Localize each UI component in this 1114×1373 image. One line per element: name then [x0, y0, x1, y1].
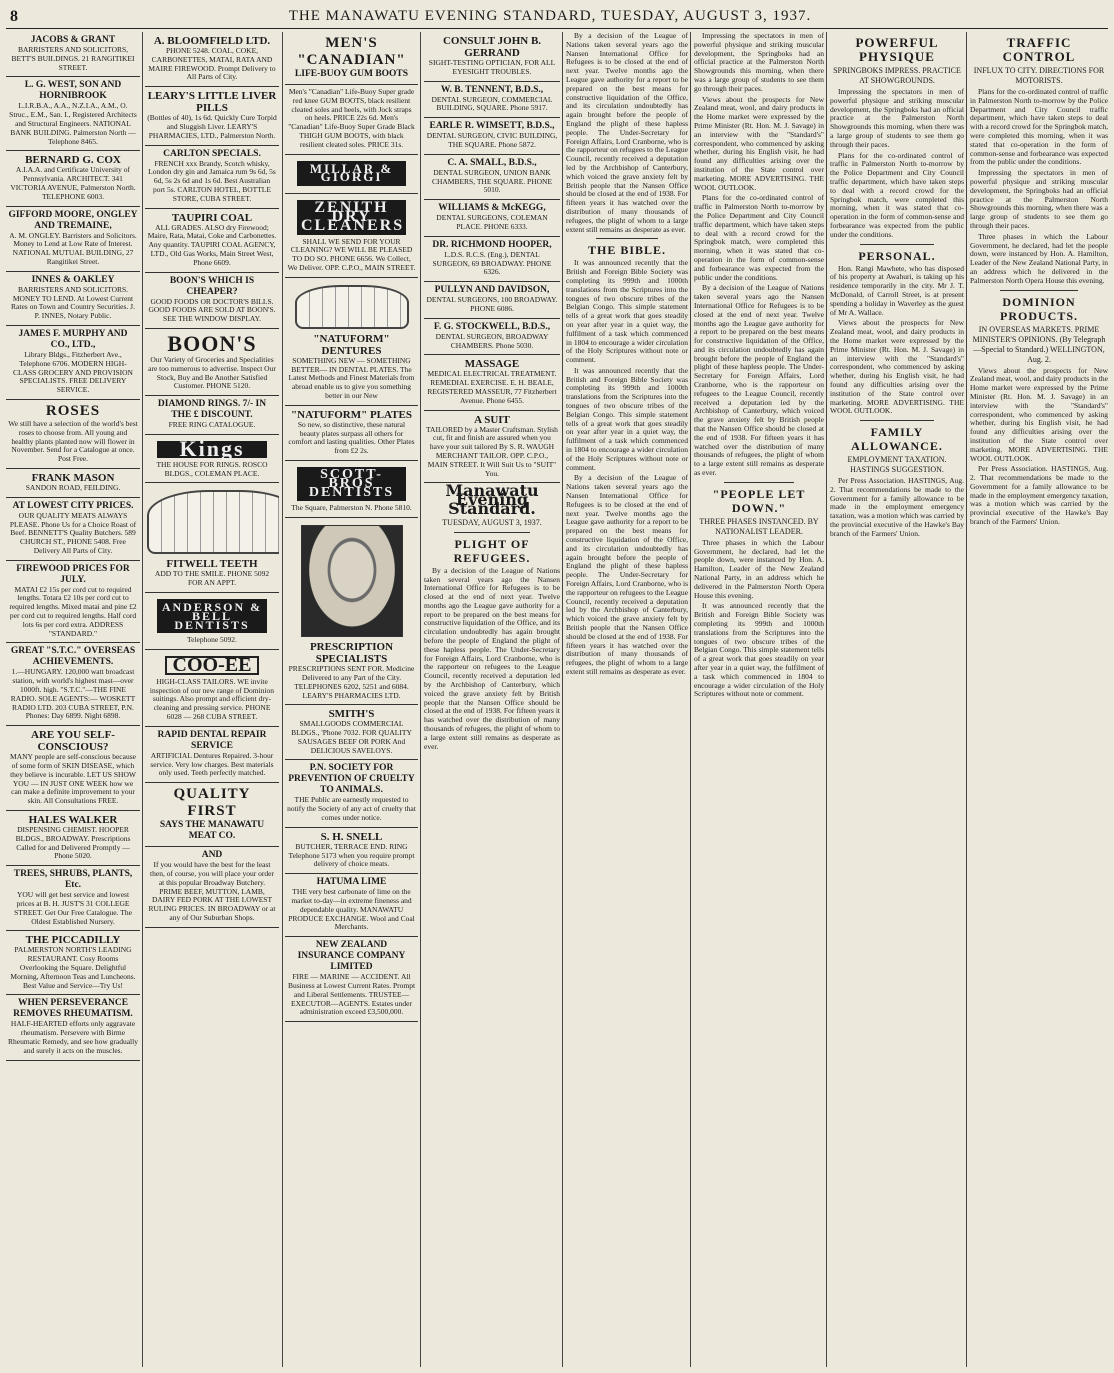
- ad-stc-radio: GREAT "S.T.C." OVERSEAS ACHIEVEMENTS. 1.—HUNGARY. 120,000 watt broadcast station, with world's highest mast—over 1000ft. high. "S.T.C."—THE FINE RADIO. SOLE AGENTS:— WOSKETT RADIO LTD. 203 CUBA STREET, P.N. Phones: Day 6899. Night 6898.: [6, 643, 140, 726]
- powerful-physique-headline: POWERFUL PHYSIQUE: [855, 35, 939, 64]
- separator: [454, 532, 530, 533]
- page-number: 8: [10, 8, 18, 25]
- traffic-control-body-3: Three phases in which the Labour Government, he declared, had let the people down, were instanced by Hon. A. Hamilton, Leader of the New Zealand National Party, in an address which he delivered in the Palmerston North Opera House this evening.: [970, 231, 1108, 285]
- ad-millar-giorgi: [285, 155, 418, 195]
- column-divider: [826, 32, 827, 1367]
- ad-james-murphy: JAMES F. MURPHY AND CO., LTD., Library Bldgs., Fitzherbert Ave., Telephone 6706. MODERN HIGH-CLASS GROCERY AND PROVISION SPECIALISTS. FREE DELIVERY SERVICE.: [6, 326, 140, 400]
- ad-prescription-specialists: PRESCRIPTION SPECIALISTS PRESCRIPTIONS SENT FOR. Medicine Delivered to any Part of the City. TELEPHONES 6202, 5251 and 6084. LEARY'S PHARMACIES LTD.: [285, 518, 418, 705]
- dominion-products-body-2: Per Press Association. HASTINGS, Aug. 2. That recommendations be made to the Government for a family allowance to be made in the employment emergency taxation, was a motion which was carried by the provincial executive of the Hawke's Bay branch of the Farmers' Union.: [970, 464, 1108, 527]
- ad-pullyn-davidson: PULLYN AND DAVIDSON, DENTAL SURGEONS, 100 BROADWAY. PHONE 6086.: [424, 282, 560, 319]
- family-allowance-headline: FAMILY ALLOWANCE.: [851, 425, 943, 454]
- people-let-down-body-2: It was announced recently that the British and Foreign Bible Society was completing its 999th and 1000th translations from the Scriptures into the tongues of two obscure tribes of the Belgian Congo. This simple statement tells of a great work that goes steadily on year after year in a quiet way, the fulfilment of a task which commenced in 1804 to encourage a wider circulation of the Holy Scriptures without note or comment.: [694, 601, 824, 699]
- column-2-advertisements: [145, 32, 279, 1367]
- column-divider: [142, 32, 143, 1367]
- powerful-physique-body-2: Plans for the co-ordinated control of traffic in Palmerston North to-morrow by the Police Department and City Council traffic department, which have taken steps to deal with a record crowd for the Springbok match, were completed this morning, when it was stated that co-operation in the form of common-sense and forbearance was expected from the public under the conditions.: [830, 150, 964, 239]
- ad-bernard-cox: BERNARD G. COX A.I.A.A. and Certificate University of Pennsylvania. ARCHITECT. 341 VICTORIA AVENUE, Palmerston North. TELEPHONE 6003.: [6, 151, 140, 206]
- news-column-text-3: Plans for the co-ordinated control of traffic in Palmerston North to-morrow by the Police Department and City Council traffic department, which have taken steps to deal with a record crowd for the Springbok match, were completed this morning, when it was stated that co-operation in the form of common-sense and forbearance was expected from the public under the conditions.: [694, 193, 824, 282]
- ad-nz-insurance: NEW ZEALAND INSURANCE COMPANY LIMITED FIRE — MARINE — ACCIDENT. All Business at Lowest Current Rates. Prompt and Liberal Settlements. TRUSTEE—EXECUTOR—AGENTS. Estates under administration exceed £3,500,000.: [285, 937, 418, 1022]
- traffic-control-headline: TRAFFIC CONTROL: [1002, 35, 1076, 64]
- ad-hatuma-lime: HATUMA LIME THE very best carbonate of lime on the market to-day—in extreme fineness and dependable quality. MANAWATU PRODUCE EXCHANGE. Wool and Coal Merchants.: [285, 874, 418, 937]
- column-5-editorial: [566, 32, 688, 1367]
- traffic-control-subhead: INFLUX TO CITY. DIRECTIONS FOR MOTORISTS.: [973, 66, 1105, 85]
- ad-richmond-hooper: DR. RICHMOND HOOPER, L.D.S. R.C.S. (Eng.), DENTAL SURGEON, 69 BROADWAY. PHONE 6326.: [424, 237, 560, 282]
- ad-scott-bros: SCOTT-BROS DENTISTS The Square, Palmerston N. Phone 5810.: [285, 461, 418, 518]
- ad-frank-mason: FRANK MASON SANDON ROAD, FEILDING.: [6, 469, 140, 498]
- natuform-teeth-illustration: [295, 285, 409, 329]
- news-column-text-4: By a decision of the League of Nations taken several years ago the Nansen International Office for Refugees is to be closed at the end of next year. Twelve months ago the League gave authority for a report to be prepared on the best means for constructive liquidation of the Office, and its circulation undoubtedly has again brought before the people of England the plight of these hapless people. The Under-Secretary for Foreign Affairs, Lord Cranborne, who is the rapporteur on refugees to the League Council, recently received a deputation led by the Archbishop of Canterbury, which voiced the grave anxiety felt by British people that the Nansen Office should be closed at the end of 1938. For fifteen years it has watched over the distribution of many thousands of refugees, the plight of whom to a large extent still remains as desperate as ever.: [694, 283, 824, 478]
- news-column-text: Impressing the spectators in men of powerful physique and striking muscular development, the Springboks had an official practice at the Palmerston North Showgrounds this morning, when there was a large group of students to see them go through their paces.: [694, 32, 824, 93]
- refugees-headline: PLIGHT OF REFUGEES.: [453, 536, 531, 565]
- ad-boons-cheaper: BOON'S WHICH IS CHEAPER? GOOD FOODS OR DOCTOR'S BILLS. GOOD FOODS ARE SOLD AT BOON'S. SEE THE WINDOW DISPLAY.: [145, 273, 279, 329]
- dentures-illustration: [147, 490, 279, 554]
- column-divider: [690, 32, 691, 1367]
- ad-fitwell-teeth: FITWELL TEETH ADD TO THE SMILE. PHONE 5092 FOR AN APPT.: [145, 483, 279, 593]
- ad-quality-first: QUALITY FIRST SAYS THE MANAWATU MEAT CO.: [145, 783, 279, 847]
- ad-canadian-gum-boots: MEN'S "CANADIAN" LIFE-BUOY GUM BOOTS: [285, 32, 418, 85]
- ad-coo-ee-tailors: COO-EE HIGH-CLASS TAILORS. WE invite inspection of our new range of Dominion suitings. Also prompt and efficient dry-cleaning and pressing service. PHONE 6028 — 268 CUBA STREET.: [145, 650, 279, 727]
- family-allowance-body: Per Press Association. HASTINGS, Aug. 2. That recommendations be made to the Government for a family allowance to be made in the employment emergency taxation, was a motion which was carried by the provincial executive of the Hawke's Bay branch of the Farmers' Union.: [830, 476, 964, 538]
- ad-gum-boot-prices: Men's "Canadian" Life-Buoy Super grade red knee GUM BOOTS, black resilient cleated soles and heels, with Jock straps on heels. PRICE 22s 6d. Men's "Canadian" Life-Buoy Super Grade Black THIGH GUM BOOTS, with black resilient cleated soles. PRICE 31s.: [285, 85, 418, 155]
- ad-kings-rings: Kings THE HOUSE FOR RINGS. ROSCO BLDGS., COLEMAN PLACE.: [145, 435, 279, 483]
- dominion-products-body: Views about the prospects for New Zealand meat, wool, and dairy products in the Home market were expressed by the Prime Minister (Rt. Hon. M. J. Savage) in an interview with the "Standard's" correspondent, who commenced by asking whether, during his English visit, he had found any difficulties arising over the institution of the State control over marketing. MORE ADVERTISING. THE WOOL OUTLOOK.: [970, 365, 1108, 463]
- separator: [860, 420, 934, 421]
- news-column-text-2: Views about the prospects for New Zealand meat, wool, and dairy products in the Home market were expressed by the Prime Minister (Rt. Hon. M. J. Savage) in an interview with the "Standard's" correspondent, who commenced by asking whether, during his English visit, he had found any difficulties arising over the institution of the State control over marketing. MORE ADVERTISING. THE WOOL OUTLOOK.: [694, 94, 824, 192]
- anderson-bell-logo: ANDERSON & BELL DENTISTS: [157, 599, 267, 633]
- scott-bros-logo: SCOTT-BROS DENTISTS: [297, 467, 406, 501]
- ad-jacobs-grant: JACOBS & GRANT BARRISTERS AND SOLICITORS, BETT'S BUILDINGS. 21 RANGITIKEI STREET.: [6, 32, 140, 77]
- powerful-physique-subhead: SPRINGBOKS IMPRESS. PRACTICE AT SHOWGROUNDS.: [833, 66, 961, 85]
- traffic-control-body-2: Impressing the spectators in men of powerful physique and striking muscular development, the Springboks had an official practice at the Palmerston North Showgrounds this morning, when there was a large group of students to see them go through their paces.: [970, 168, 1108, 230]
- ad-carlton-specials: CARLTON SPECIALS. FRENCH xxx Brandy, Scotch whisky, London dry gin and Jamaica rum 9s 6d, 5s 6d, 5s 2s 6d and 1s 6d. Best Australian port 5s. CARLTON HOTEL, BOTTLE STORE, CUBA STREET.: [145, 146, 279, 209]
- family-allowance-subhead: EMPLOYMENT TAXATION. HASTINGS SUGGESTION.: [847, 455, 947, 475]
- column-4-cards-and-editorial: [424, 32, 560, 1367]
- ad-manawatu-meat: AND If you would have the best for the least then, of course, you will place your order at this popular Broadway Butchery. PRIME BEEF, MUTTON, LAMB, DAIRY FED PORK AT THE LOWEST RULING PRICES. IN BROADWAY or at any of Our Suburban Shops.: [145, 847, 279, 928]
- traffic-control-body: Plans for the co-ordinated control of traffic in Palmerston North to-morrow by the Police Department and City Council traffic department, which have taken steps to deal with a record crowd for the Springbok match, were completed this morning, when it was stated that co-operation in the form of common-sense and forbearance was expected from the public under the conditions.: [970, 87, 1108, 167]
- editorial-date: TUESDAY, AUGUST 3, 1937.: [442, 517, 542, 527]
- separator: [596, 238, 658, 239]
- ad-innes-oakley: INNES & OAKLEY BARRISTERS AND SOLICITORS. MONEY TO LEND. At Lowest Current Rates on Town and Country Securities. J. P. INNES, Notary Public.: [6, 272, 140, 326]
- ad-firewood-prices: FIREWOOD PRICES FOR JULY. MATAI £2 15s per cord cut to required lengths. Totara £2 10s per cord cut to required lengths. Mixed matai and pine £2 per cord cut to required lengths. Half cord lots 6s per cord extra. ADDRESS "STANDARD.": [6, 561, 140, 644]
- ad-west-son-hornibrook: L. G. WEST, SON AND HORNIBROOK L.I.R.B.A., A.A., N.Z.I.A., A.M., O. Struc., E.M., San. I., Registered Architects and Structural Engineers. NATIONAL BANK BUILDING. Palmerston North — Telephone 8465.: [6, 77, 140, 151]
- ad-sh-snell: S. H. SNELL BUTCHER, TERRACE END. RING Telephone 5173 when you require prompt delivery of choice meats.: [285, 828, 418, 874]
- ad-wimsett: EARLE R. WIMSETT, B.D.S., DENTAL SURGEON, CIVIC BUILDING, THE SQUARE. Phone 5872.: [424, 118, 560, 155]
- ad-spca: P.N. SOCIETY FOR PREVENTION OF CRUELTY TO ANIMALS. THE Public are earnestly requested to notify the Society of any act of cruelty that comes under notice.: [285, 760, 418, 827]
- column-6-news: [694, 32, 824, 1367]
- ad-taupiri-coal: TAUPIRI COAL ALL GRADES. ALSO dry Firewood; Maire, Rata, Matai, Coke and Carbonettes. Any quantity. TAUPIRI COAL AGENCY, LTD., Old Gas Works, Main Street West, Phone 6609.: [145, 209, 279, 273]
- kings-logo: Kings: [157, 441, 267, 458]
- personal-body-2: Views about the prospects for New Zealand meat, wool, and dairy products in the Home market were expressed by the Prime Minister (Rt. Hon. M. J. Savage) in an interview with the "Standard's" correspondent, who commenced by asking whether, during his English visit, he had found any difficulties arising over the institution of the State control over marketing. MORE ADVERTISING. THE WOOL OUTLOOK.: [830, 318, 964, 416]
- bible-headline: THE BIBLE.: [587, 243, 667, 258]
- column-3-advertisements: [285, 32, 418, 1367]
- ad-self-conscious: ARE YOU SELF-CONSCIOUS? MANY people are self-conscious because of some form of SKIN DISEASE, which they believe is incurable. LET US SHOW YOU — IN JUST ONE WEEK how we can make a definite improvement to your skin. All Consultations FREE.: [6, 726, 140, 811]
- refugees-continuation: By a decision of the League of Nations taken several years ago the Nansen International Office for Refugees is to be closed at the end of next year. Twelve months ago the League gave authority for a report to be prepared on the best means for constructive liquidation of the Office, and its circulation undoubtedly has again brought before the people of England the plight of these hapless people. The Under-Secretary for Foreign Affairs, Lord Cranborne, who is the rapporteur on refugees to the League Council, recently received a deputation led by the Archbishop of Canterbury, which voiced the grave anxiety felt by British people that the Nansen Office should be closed at the end of 1938. For fifteen years it has watched over the distribution of many thousands of refugees, the plight of whom to a large extent still remains as desperate as ever.: [566, 32, 688, 234]
- ad-trees-shrubs: TREES, SHRUBS, PLANTS, Etc. YOU will get best service and lowest prices at B. H. JUST'S 31 COLLEGE STREET. Get Our Free Catalogue. The Oldest Established Nursery.: [6, 866, 140, 931]
- ad-small: C. A. SMALL, B.D.S., DENTAL SURGEON, UNION BANK CHAMBERS, THE SQUARE. PHONE 5010.: [424, 155, 560, 200]
- newspaper-masthead: THE MANAWATU EVENING STANDARD, TUESDAY, AUGUST 3, 1937.: [288, 8, 812, 24]
- zenith-logo: ZENITH DRY CLEANERS: [297, 200, 406, 234]
- ad-gifford-moore: GIFFORD MOORE, ONGLEY AND TREMAINE, A. M. ONGLEY. Barristers and Solicitors. Money to Lend at Low Rate of Interest. NATIONAL MUTUAL BUILDING, 27 Rangitikei Street.: [6, 207, 140, 272]
- column-8-news: [970, 32, 1108, 1367]
- column-1-advertisements: [6, 32, 140, 1367]
- woman-portrait-illustration: [301, 525, 403, 637]
- separator: [860, 244, 934, 245]
- powerful-physique-body: Impressing the spectators in men of powerful physique and striking muscular development, the Springboks had an official practice at the Palmerston North Showgrounds this morning, when there was a large group of students to see them go through their paces.: [830, 87, 964, 149]
- ad-tennent: W. B. TENNENT, B.D.S., DENTAL SURGEON, COMMERCIAL BUILDING, SQUARE. Phone 5917.: [424, 82, 560, 119]
- dominion-products-headline: DOMINION PRODUCTS.: [999, 294, 1078, 323]
- column-divider: [966, 32, 967, 1367]
- ad-zenith-dry-cleaners: ZENITH DRY CLEANERS SHALL WE SEND FOR YOUR CLEANING? WE WILL BE PLEASED TO DO SO. PHONE 6656. We Collect, We Deliver. OPP. C.P.O., MAIN STREET.: [285, 194, 418, 278]
- ad-bennetts-butchers: AT LOWEST CITY PRICES. OUR QUALITY MEATS ALWAYS PLEASE. Phone Us for a Choice Roast of Beef. BENNETT'S Quality Butchers. 589 CHURCH ST., PHONE 5408. Free Delivery All Parts of City.: [6, 498, 140, 561]
- masthead-rule: [6, 28, 1108, 29]
- column-divider: [562, 32, 563, 1367]
- personal-body: Hon. Rangi Mawhete, who has disposed of his property at Awahuri, is taking up his residence temporarily in the city. Mr J. T. McDonald, of Carroll Street, is at present spending a holiday in Waverley as the guest of Mr A. Wallace.: [830, 263, 964, 317]
- ad-boons-grocers: BOON'S Our Variety of Groceries and Specialities are too numerous to advertise. Inspect Our Stock, Buy and Be Another Satisfied Customer. PHONE 5120.: [145, 329, 279, 396]
- ad-waugh-tailor: A SUIT TAILORED by a Master Craftsman. Stylish cut, fit and finish are assured when you have your suit tailored By S. R. WAUGH MERCHANT TAILOR. OPP. C.P.O., MAIN STREET. It Will Suit Us to "SUIT" You.: [424, 411, 560, 484]
- refugees-body: By a decision of the League of Nations taken several years ago the Nansen International Office for Refugees is to be closed at the end of next year. Twelve months ago the League gave authority for a report to be prepared on the best means for constructive liquidation of the Office, and its circulation undoubtedly has again brought before the people of England the plight of these hapless people. The Under-Secretary for Foreign Affairs, Lord Cranborne, who is the rapporteur on refugees to the League Council, recently received a deputation led by the Archbishop of Canterbury, which voiced the grave anxiety felt by British people that the Nansen Office should be closed at the end of 1938. For fifteen years it has watched over the distribution of many thousands of refugees, the plight of whom to a large extent still remains as desperate as ever.: [424, 565, 560, 751]
- column-7-news: [830, 32, 964, 1367]
- ad-rheumatism: WHEN PERSEVERANCE REMOVES RHEUMATISM. HALF-HEARTED efforts only aggravate rheumatism. Persevere with Birme Rheumatic Remedy, and see how gradually and surely it acts on the muscles.: [6, 995, 140, 1060]
- ad-massage: MASSAGE MEDICAL ELECTRICAL TREATMENT. REMEDIAL EXERCISE. E. H. BEALE, REGISTERED MASSEUR, 77 Fitzherbert Avenue. Phone 6455.: [424, 355, 560, 410]
- ad-smiths-smallgoods: SMITH'S SMALLGOODS COMMERCIAL BLDGS., 'Phone 7032. FOR QUALITY SAUSAGES BEEF OR PORK And DELICIOUS SAVELOYS.: [285, 705, 418, 760]
- ad-williams-mckegg: WILLIAMS & McKEGG, DENTAL SURGEONS, COLEMAN PLACE. PHONE 6333.: [424, 200, 560, 237]
- ad-natuform-plates: "NATUFORM" PLATES So new, so distinctive, these natural beauty plates surpass all others for comfort and lasting qualities. Other Plates from £2 2s.: [285, 406, 418, 461]
- personal-headline: PERSONAL.: [858, 248, 936, 263]
- ad-bloomfield: A. BLOOMFIELD LTD. PHONE 5248. COAL, COKE, CARBONETTES, MATAI, RATA AND MAIRE FIREWOOD. Prompt Delivery to All Parts of City.: [145, 32, 279, 87]
- bible-body-more: By a decision of the League of Nations taken several years ago the Nansen International Office for Refugees is to be closed at the end of next year. Twelve months ago the League gave authority for a report to be prepared on the best means for constructive liquidation of the Office, and its circulation undoubtedly has again brought before the people of England the plight of these hapless people. The Under-Secretary for Foreign Affairs, Lord Cranborne, who is the rapporteur on refugees to the League Council, recently received a deputation led by the Archbishop of Canterbury, which voiced the grave anxiety felt by British people that the Nansen Office should be closed at the end of 1938. For fifteen years it has watched over the distribution of many thousands of refugees, the plight of whom to a large extent still remains as desperate as ever.: [566, 473, 688, 676]
- ad-piccadilly: THE PICCADILLY PALMERSTON NORTH'S LEADING RESTAURANT. Cosy Rooms Overlooking the Square. Delightful Morning, Afternoon Teas and Luncheons. Best Value and Service—Try Us!: [6, 931, 140, 995]
- column-divider: [282, 32, 283, 1367]
- dominion-products-subhead: IN OVERSEAS MARKETS. PRIME MINISTER'S OPINIONS. (By Telegraph—Special to Standard.) WELLINGTON, Aug. 2.: [972, 324, 1106, 364]
- separator: [1000, 290, 1078, 291]
- ad-hales-walker: HALES WALKER DISPENSING CHEMIST. HOOPER BLDGS., BROADWAY. Prescriptions Called for and Delivered Promptly — Phone 5020.: [6, 811, 140, 866]
- people-let-down-subhead: THREE PHASES INSTANCED. BY NATIONALIST LEADER.: [699, 516, 819, 536]
- ad-diamond-rings: DIAMOND RINGS. 7/- IN THE £ DISCOUNT. FREE RING CATALOGUE.: [145, 396, 279, 435]
- separator: [724, 482, 794, 483]
- people-let-down-headline: "PEOPLE LET DOWN.": [712, 486, 806, 515]
- ad-learys-liver-pills: LEARY'S LITTLE LIVER PILLS (Bottles of 40), 1s 6d. Quickly Cure Torpid and Sluggish Liver. LEARY'S PHARMACIES, LTD., Palmerston North.: [145, 87, 279, 145]
- ad-natuform-dentures: "NATUFORM" DENTURES SOMETHING NEW — SOMETHING BETTER— IN DENTAL PLATES. The Latest Methods and Finest Materials from abroad enable us to give you something better in our New: [285, 278, 418, 406]
- people-let-down-body: Three phases in which the Labour Government, he declared, had let the people down, were instanced by Hon. A. Hamilton, Leader of the New Zealand National Party, in an address which he delivered in the Palmerston North Opera House this evening.: [694, 537, 824, 600]
- coo-ee-logo: COO-EE: [165, 656, 259, 675]
- ad-stockwell: F. G. STOCKWELL, B.D.S., DENTAL SURGEON, BROADWAY CHAMBERS. Phone 5030.: [424, 319, 560, 356]
- editorial-nameplate: Manawatu Evening Standard.: [445, 481, 539, 518]
- ad-john-gerrand: CONSULT JOHN B. GERRAND SIGHT-TESTING OPTICIAN, FOR ALL EYESIGHT TROUBLES.: [424, 32, 560, 82]
- bible-body: It was announced recently that the British and Foreign Bible Society was completing its 999th and 1000th translations from the Scriptures into the tongues of two obscure tribes of the Belgian Congo. This simple statement tells of a great work that goes steadily on year after year in a quiet way, the fulfilment of a task which commenced in 1804 to encourage a wider circulation of the Holy Scriptures without note or comment.: [566, 258, 688, 365]
- ad-anderson-bell: ANDERSON & BELL DENTISTS Telephone 5092.: [145, 593, 279, 650]
- ad-dental-repair: RAPID DENTAL REPAIR SERVICE ARTIFICIAL Dentures Repaired. 3-hour service. Very low charges. Best materials only used. Teeth perfectly matched.: [145, 727, 279, 783]
- millar-giorgi-logo: MILLAR & GIORGI: [297, 161, 406, 187]
- bible-body-continued: It was announced recently that the British and Foreign Bible Society was completing its 999th and 1000th translations from the Scriptures into the tongues of two obscure tribes of the Belgian Congo. This simple statement tells of a great work that goes steadily on year after year in a quiet way, the fulfilment of a task which commenced in 1804 to encourage a wider circulation of the Holy Scriptures without note or comment.: [566, 365, 688, 472]
- ad-roses: ROSES We still have a selection of the world's best roses to choose from. All young and healthy plants planted now will flower in November. Send for a Catalogue at once. Post Free.: [6, 400, 140, 469]
- column-divider: [420, 32, 421, 1367]
